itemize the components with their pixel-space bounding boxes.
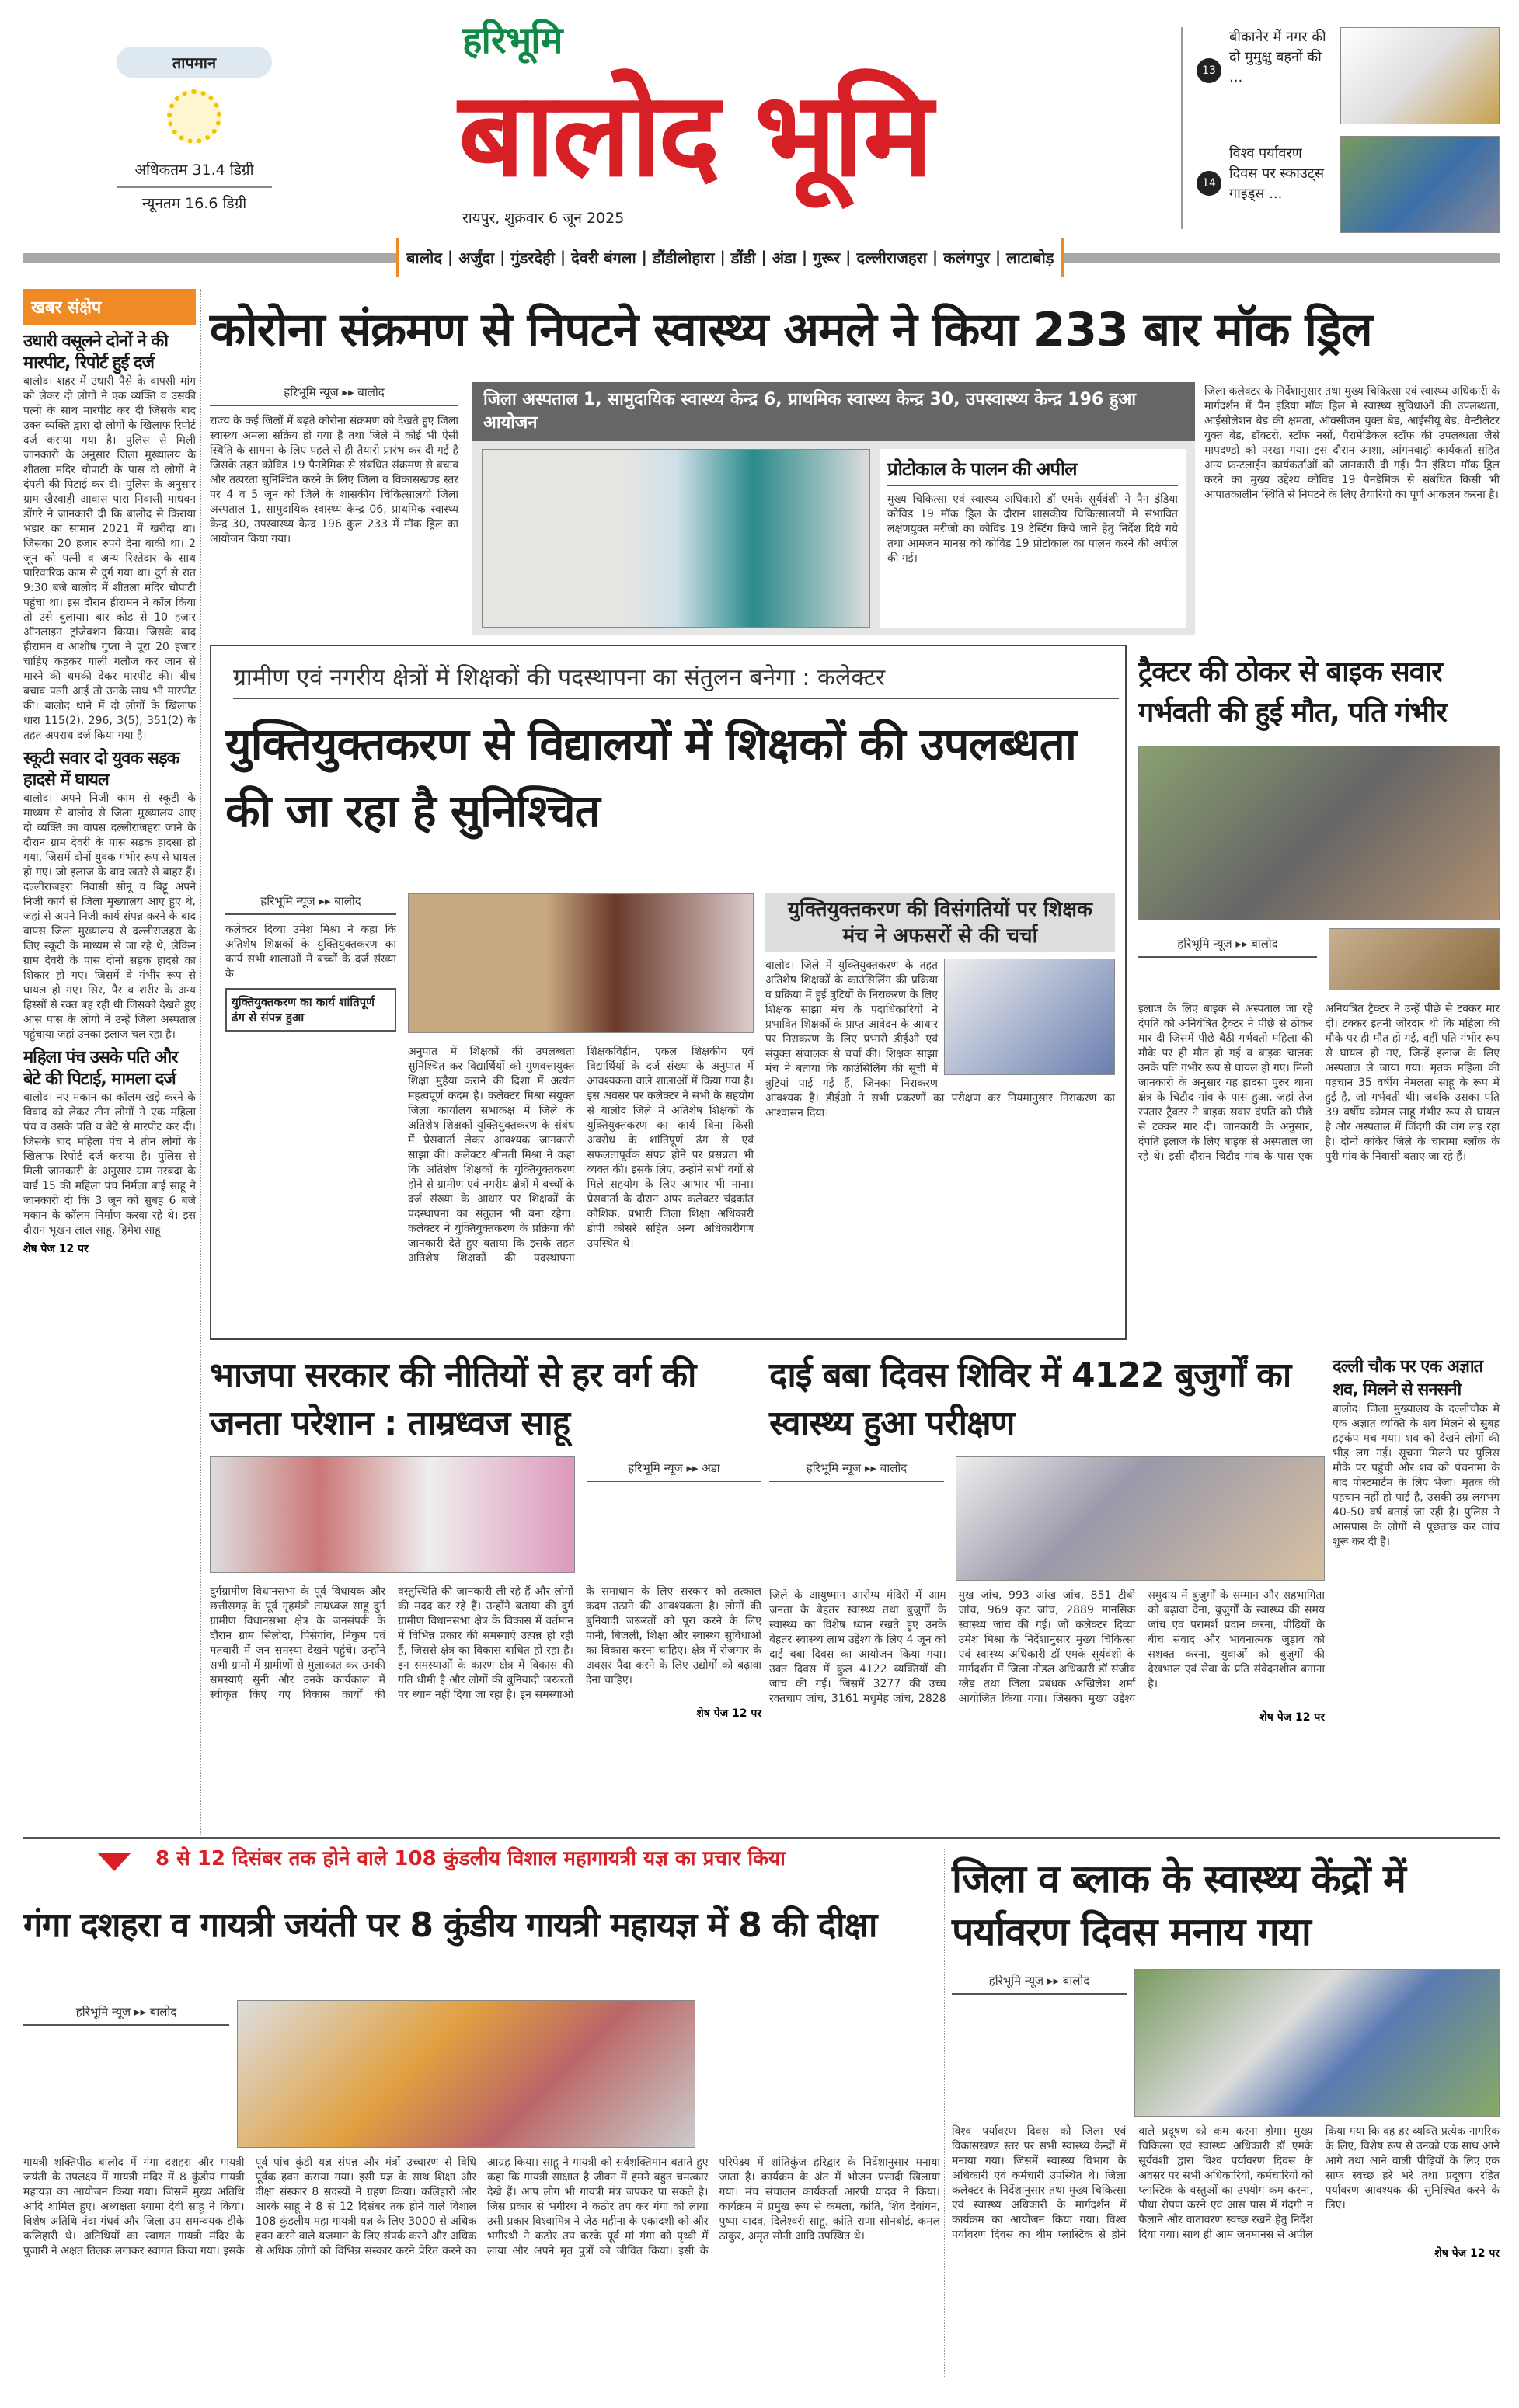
- daibaba-body: जिले के आयुष्मान आरोग्य मंदिरों में आम जनता के बेहतर स्वास्थ्य तथा बुजुर्गों के स्वास्थ्य का विशेष ध्यान रखते हुए उनके बेहतर स्वास्थ्य लाभ उद्देश्य के लिए 4 जून को दाई बबा दिवस का आयोजन किया गया। उक्त दिवस में कुल 4122 व्यक्तियों की जांच की गई। जिसमें 3277 की उच्च रक्तचाप जांच, 3161 मधुमेह जांच, 2828 मुख जांच, 993 आंख जांच, 851 टीबी जांच, 969 कृट जांच, 2889 मानसिक स्वास्थ्य जांच की गई। जो कलेक्टर दिव्या उमेश मिश्रा के निर्देशानुसार मुख्य चिकित्सा एवं स्वास्थ्य अधिकारी डॉ एमके सूर्यवंशी के मार्गदर्शन में जिला नोडल अधिकारी डॉ संजीव ग्लैड तथा जिला प्रबंधक अखिलेश शर्मा आयोजित किया गया। जिसका मुख्य उद्देश्य समुदाय में बुजुर्गों के सम्मान और सहभागिता को बढ़ावा देना, बुजुर्गों के स्वास्थ्य की समय जांच एवं परामर्श प्रदान करना, पीढ़ियों के बीच संवाद और भावनात्मक जुड़ाव को सशक्त करना, युवाओं को बुजुर्गों की देखभाल एवं सेवा के प्रति संवेदनशील बनाना है।: [769, 1589, 1325, 1705]
- nav-item[interactable]: बालोद: [406, 248, 442, 267]
- brand-logo: बालोद भूमि: [458, 68, 930, 203]
- lead-banner: जिला अस्पताल 1, सामुदायिक स्वास्थ्य केन्द्र 6, प्राथमिक स्वास्थ्य केन्द्र 30, उपस्वास्थ्य केन्द्र 196 हुआ आयोजन: [472, 382, 1195, 441]
- teachers-side-body: बालोद। जिले में युक्तियुक्तकरण के तहत अतिशेष शिक्षकों के काउंसिलिंग की प्रक्रिया व प्रक्रिया में हुई त्रुटियों के निराकरण के लिए शिक्षक साझा मंच के पदाधिकारियों ने प्रभावित शिक्षकों के प्राप्त आवेदन के आधार पर निराकरण के लिए प्रभारी डीईओ एवं संयुक्त संचालक से चर्चा की। शिक्षक साझा मंच ने बताया कि काउंसिलिंग की सूची में त्रुटियां पाई गई हैं, जिनका निराकरण आवश्यक है। डीईओ ने सभी प्रकरणों का परीक्षण कर नियमानुसार निराकरण का आश्वासन दिया।: [765, 959, 1115, 1119]
- brief-title: महिला पंच उसके पति और बेटे की पिटाई, मामला दर्ज: [23, 1048, 178, 1089]
- nav-item[interactable]: डौंडी: [730, 248, 756, 267]
- teachers-intro: कलेक्टर दिव्या उमेश मिश्रा ने कहा कि अतिशेष शिक्षकों के युक्तियुक्तकरण का कार्य सभी शालाओं में बच्चों के दर्ज संख्या के: [225, 924, 396, 980]
- teaser-14[interactable]: [1197, 136, 1503, 233]
- page-badge: 13: [1197, 58, 1221, 83]
- gayatri-headline: गंगा दशहरा व गायत्री जयंती पर 8 कुंडीय गायत्री महायज्ञ में 8 की दीक्षा: [23, 1905, 877, 1945]
- accident-photo-2: [1329, 928, 1500, 990]
- byline: हरिभूमि न्यूज ▸▸ बालोद: [769, 1460, 944, 1482]
- environment-body: विश्व पर्यावरण दिवस को जिला एवं विकासखण्ड स्तर पर सभी स्वास्थ्य केन्द्रों में मनाया गया। जिसमें स्वास्थ्य विभाग के अधिकारी एवं कर्मचारी उपस्थित थे। जिला कलेक्टर के निर्देशानुसार तथा मुख्य चिकित्सा एवं स्वास्थ्य अधिकारी के मार्गदर्शन में कार्यक्रम का आयोजन किया गया। विश्व पर्यावरण दिवस का थीम प्लास्टिक से होने वाले प्रदूषण को कम करना होगा। मुख्य चिकित्सा एवं स्वास्थ्य अधिकारी डॉ एमके सूर्यवंशी द्वारा विश्व पर्यावरण दिवस के अवसर पर सभी अधिकारियों, कर्मचारियों को प्लास्टिक के वस्तुओं का उपयोग कम करना, पौधा रोपण करने एवं आस पास में गंदगी न फैलाने और वातावरण स्वच्छ रखने हेतु निर्देश दिया गया। साथ ही आम जनमानस से अपील किया गया कि वह हर व्यक्ति प्रत्येक नागरिक के लिए, विशेष रूप से उनको एक साथ आने आगे तथा आने वाली पीढ़ियों के लिए एक साफ स्वच्छ हरे भरे तथा प्रदूषण रहित पर्यावरण आवश्यक की सुनिश्चित करने के लिए।: [952, 2125, 1500, 2241]
- teachers-headline: युक्तियुक्तकरण से विद्यालयों में शिक्षकों की उपलब्धता की जा रहा है सुनिश्चित: [225, 718, 1076, 837]
- page-badge: 14: [1197, 171, 1221, 196]
- temp-min: न्यूनतम 16.6 डिग्री: [141, 195, 247, 212]
- weather-label: तापमान: [117, 47, 272, 78]
- yagya-photo: [237, 2000, 695, 2148]
- brief-label: खबर संक्षेप: [23, 289, 196, 325]
- press-conference-photo: [408, 893, 754, 1033]
- lead-body: राज्य के कई जिलों में बढ़ते कोरोना संक्रमण को देखते हुए जिला स्वास्थ्य अमला सक्रिय हो गया है तथा जिले में कोई भी ऐसी स्थिति के सामना के लिए पहले से ही तैयारी प्रारंभ कर दी गई है जिसके तहत कोविड 19 पैनडेमिक से संबंधित संक्रमण से बचाव और तत्परता सुनिश्चित करने के लिए जिला व विकासखण्ड स्तर पर 4 व 5 जून को जिले के शासकीय चिकित्सालयों जिला अस्पताल 1, सामुदायिक स्वास्थ्य केन्द्र 06, प्राथमिक स्वास्थ्य केन्द्र 30, उपस्वास्थ्य केन्द्र 196 कुल 233 में मॉक ड्रिल का आयोजन किया गया।: [210, 415, 458, 545]
- side-title: प्रोटोकाल के पालन की अपील: [887, 457, 1178, 486]
- brand-small: हरिभूमि: [462, 19, 563, 62]
- sun-icon: [167, 89, 221, 144]
- brief-body: बालोद। नए मकान का कॉलम खड़े करने के विवाद को लेकर तीन लोगों ने एक महिला पंच व उसके पति व बेटे से मारपीट कर दी। जिसके बाद महिला पंच ने तीन लोगों के खिलाफ रिपोर्ट दर्ज कराया है। पुलिस से मिली जानकारी के अनुसार ग्राम नरबदा के वार्ड 15 की महिला पंच निर्मला बाई साहू ने जानकारी दी कि 3 जून को सुबह 6 बजे मकान के कॉलम निर्माण करवा रहे थे। इस दौरान भूखन लाल साहू, हिमेश साहू: [23, 1091, 196, 1237]
- byline: हरिभूमि न्यूज ▸▸ बालोद: [952, 1973, 1127, 1995]
- bjp-photo: [210, 1456, 575, 1573]
- dalli-headline: दल्ली चौक पर एक अज्ञात शव, मिलने से सनसनी: [1333, 1357, 1483, 1400]
- dateline: रायपुर, शुक्रवार 6 जून 2025: [462, 210, 625, 227]
- accident-photo: [1138, 746, 1500, 920]
- nav-item[interactable]: अंडा: [772, 248, 796, 267]
- teachers-side-title: युक्तियुक्तकरण की विसंगतियों पर शिक्षक मंच ने अफसरों से की चर्चा: [765, 893, 1115, 952]
- continued-link[interactable]: शेष पेज 12 पर: [1259, 1711, 1325, 1724]
- nav-item[interactable]: लाटाबोड़: [1006, 248, 1054, 267]
- teaser-text: बीकानेर में नगर की दो मुमुक्षु बहनों की ...: [1229, 29, 1326, 85]
- health-camp-photo: [956, 1456, 1325, 1581]
- plantation-photo: [1134, 1969, 1500, 2117]
- mock-drill-photo: [482, 449, 870, 628]
- temp-max: अधिकतम 31.4 डिग्री: [117, 159, 272, 188]
- gayatri-body: गायत्री शक्तिपीठ बालोद में गंगा दशहरा और गायत्री जयंती के उपलक्ष्य में गायत्री मंदिर में 8 कुंडीय गायत्री महायज्ञ का आयोजन किया गया। जिसमें मुख्य अतिथि आदि शामिल हुए। अध्यक्षता श्यामा देवी साहू ने किया। विशेष अतिथि नंदा गंधर्व और जिला उप समन्वयक डीके कलिहारी थे। अतिथियों का स्वागत गायत्री मंदिर के पुजारी ने अक्षत तिलक लगाकर स्वागत किया गया। इसके पूर्व पांच कुंडी यज्ञ संपन्न और मंत्रों उच्चारण से विधि पूर्वक हवन कराया गया। इसी यज्ञ के साथ शिक्षा और दीक्षा संस्कार 8 सदस्यों ने ग्रहण किया। कलिहारी और आरके साहू ने 8 से 12 दिसंबर तक होने वाले विशाल 108 कुंडलीय महा गायत्री यज्ञ के लिए 3000 से अधिक हवन करने वाले यजमान के लिए संपर्क करने और अधिक से अधिक लोगों को विभिन्न संस्कार करने प्रेरित करने का आग्रह किया। साहू ने गायत्री को सर्वशक्तिमान बताते हुए कहा कि गायत्री साक्षात है जीवन में हमने बहुत चमत्कार देखे हैं। आप लोग भी गायत्री मंत्र जपकर पा सकते है। जिस प्रकार से भगीरथ ने कठोर तप कर गंगा को लाया उसी प्रकार विश्वामित्र ने जेठ महीना के एकादशी को और भगीरथी ने कठोर तप करके पूर्व मां गंगा को पृथ्वी में लाया और अपने मृत पुत्रों को जीवित किया। इसी के परिपेक्ष्य में शांतिकुंज हरिद्वार के निर्देशानुसार मनाया जाता है। कार्यक्रम के अंत में भोजन प्रसादी खिलाया गया। मंच संचालन कार्यकर्ता आरपी यादव ने किया। कार्यक्रम में प्रमुख रूप से कमला, कांति, शिव देवांगन, पुष्पा यादव, दिलेश्वरी साहू, कांति राणा सोनबोई, कमल ठाकुर, अमृत सोनी आदि उपस्थित थे।: [23, 2156, 940, 2257]
- environment-headline: जिला व ब्लाक के स्वास्थ्य केंद्रों में पर्यावरण दिवस मनाय गया: [952, 1856, 1406, 1954]
- lead-right-body: जिला कलेक्टर के निर्देशानुसार तथा मुख्य चिकित्सा एवं स्वास्थ्य अधिकारी के मार्गदर्शन में पैन इंडिया मॉक ड्रिल मे स्वास्थ्य सुविधाओं की उपलब्धता, आईसोलेशन बेड की क्षमता, ऑक्सीजन युक्त बेड, आईसीयू बेड, वेन्टीलेटर युक्त बेड, डॉक्टरो, स्टॉफ नर्सो, पैरामेडिकल स्टॉफ की उपलब्धता जैसे मापदण्डो को परखा गया। इस दौरान आशा, आंगनबाड़ी कार्यकर्ता सहित अन्य फ्रन्टलाईन कार्यकर्ताओं को जानकारी दी गई। पैन इंडिया मॉक ड्रिल करने का मुख्य उद्देश्य कोविड 19 पैनडेमिक से संबंधित किसी भी आपातकालीन स्थिति से निपटने के लिए तैयारियो का पूर्ण आकलन करना है।: [1204, 385, 1500, 501]
- byline: हरिभूमि न्यूज ▸▸ बालोद: [210, 385, 458, 406]
- teachers-kicker: ग्रामीण एवं नगरीय क्षेत्रों में शिक्षकों की पदस्थापना का संतुलन बनेगा : कलेक्टर: [233, 662, 1119, 699]
- dalli-body: बालोद। जिला मुख्यालय के दल्लीचौक मे एक अज्ञात व्यक्ति के शव मिलने से सुबह हड़कंप मच गया। शव को देखने लोगों की भीड़ लग गई। सूचना मिलने पर पुलिस मौके पर पहुंची और शव को पंचनामा के बाद पोस्टमार्टम के लिए भेजा। मृतक की पहचान नहीं हो पाई है, उसकी उम्र लगभग 40-50 वर्ष बताई जा रही है। पुलिस ने आसपास के लोगों से पूछताछ कर जांच शुरू कर दी है।: [1333, 1403, 1500, 1548]
- brief-title: स्कूटी सवार दो युवक सड़क हादसे में घायल: [23, 749, 179, 790]
- tractor-headline: ट्रैक्टर की ठोकर से बाइक सवार गर्भवती की हुई मौत, पति गंभीर: [1138, 656, 1447, 729]
- nav-item[interactable]: अर्जुंदा: [458, 248, 495, 267]
- nav-item[interactable]: देवरी बंगला: [571, 248, 636, 267]
- byline: हरिभूमि न्यूज ▸▸ बालोद: [225, 893, 396, 915]
- continued-link[interactable]: शेष पेज 12 पर: [23, 1243, 89, 1255]
- nav-item[interactable]: गुरूर: [813, 248, 841, 267]
- news-brief-column: [23, 289, 196, 1256]
- nav-item[interactable]: दल्लीराजहरा: [856, 248, 927, 267]
- teachers-forum-photo: [944, 959, 1115, 1075]
- chevron-down-icon: [97, 1853, 131, 1871]
- bjp-body: दुर्गग्रामीण विधानसभा के पूर्व विधायक और छत्तीसगढ़ के पूर्व गृहमंत्री ताम्रध्वज साहू दुर्ग ग्रामीण विधानसभा क्षेत्र के जनसंपर्क के दौरान ग्राम सिलोदा, पिसेगांव, निकुम एवं मतवारी में जन समस्या देखने पहुंचे। उन्होंने सभी ग्रामों में ग्रामीणों से मुलाकात कर उनकी समस्याएं सुनी और उनके कार्यकाल में स्वीकृत किए गए विकास कार्यों की वस्तुस्थिति की जानकारी ली रहे हैं और लोगों की मदद कर रहे हैं। उन्होंने बताया की दुर्ग ग्रामीण विधानसभा क्षेत्र के विकास में वर्तमान में विभिन्न प्रकार की समस्याएं उत्पन्न हो रही हैं, जिससे क्षेत्र का विकास बाधित हो रहा है। इन समस्याओं के कारण क्षेत्र में विकास की गति धीमी है और लोगों की बुनियादी जरूरतों पर ध्यान नहीं दिया जा रहा है। इन समस्याओं के समाधान के लिए सरकार को तत्काल कदम उठाने की आवश्यकता है। लोगों की बुनियादी जरूरतों को पूरा करने के लिए पानी, बिजली, शिक्षा और स्वास्थ्य सुविधाओं का विकास करना चाहिए। क्षेत्र में रोजगार के अवसर पैदा करने के लिए उद्योगों को बढ़ावा देना चाहिए।: [210, 1585, 761, 1701]
- continued-link[interactable]: शेष पेज 12 पर: [1434, 2247, 1500, 2260]
- teaser-text: विश्व पर्यावरण दिवस पर स्काउट्स गाइड्स ...: [1229, 145, 1325, 202]
- byline: हरिभूमि न्यूज ▸▸ अंडा: [587, 1460, 761, 1482]
- byline: हरिभूमि न्यूज ▸▸ बालोद: [1138, 936, 1317, 958]
- side-body: मुख्य चिकित्सा एवं स्वास्थ्य अधिकारी डॉ एमके सूर्यवंशी ने पैन इंडिया कोविड 19 मॉक ड्रिल के दौरान शासकीय चिकित्सालयों मे संभावित लक्षणयुक्त मरीजो का कोविड 19 टेस्टिंग किये जाने हेतु निर्देश दिये गये तथा आमजन मानस को कोविड 19 प्रोटोकाल का पालन करने की अपील की गई।: [887, 493, 1178, 565]
- daibaba-headline: दाई बबा दिवस शिविर में 4122 बुजुर्गों का स्वास्थ्य हुआ परीक्षण: [769, 1355, 1291, 1443]
- brief-body: बालोद। शहर में उधारी पैसे के वापसी मांग को लेकर दो लोगों ने एक व्यक्ति व उसकी पत्नी के साथ मारपीट कर दी जिसके बाद उक्त व्यक्ति द्वारा दो लोगों के खिलाफ रिपोर्ट दर्ज कराया गया है। पुलिस से मिली जानकारी के अनुसार जिला मुख्यालय के शीतला मंदिर चौपाटी के पास दो लोगों ने दंपती की पिटाई कर दी। पुलिस के अनुसार ग्राम खैरवाही आवास पारा निवासी माधवन डोंगरे ने जानकारी दी कि बालोद से किराया भंडार का सामान 2021 में खरीदा था। जिसका 20 हजार रुपये देना बाकी था। 2 जून को पत्नी व अन्य रिश्तेदार के साथ पारिवारिक काम से दुर्ग गया था। दुर्ग से रात 9:30 बजे बालोद में शीतला मंदिर चौपाटी पहुंचा था। इस दौरान हीरामन ने कॉल किया तो उसे बुलाया। बार कोड से 10 हजार ऑनलाइन ट्रांजेक्शन किया। जिसके बाद हीरामन व आशीष गुप्ता ने पूरा 20 हजार चाहिए कहकर गाली गलौज कर जान से मारने की धमकी देकर मारपीट की। बीच बचाव पत्नी आई तो उनके साथ भी मारपीट की। बालोद थाने में दो लोगों के खिलाफ धारा 115(2), 296, 3(5), 351(2) के तहत अपराध दर्ज किया गया है।: [23, 375, 196, 742]
- region-nav: बालोद | अर्जुंदा | गुंडरदेही | देवरी बंगला | डौंडीलोहारा | डौंडी | अंडा | गुरूर | दल्लीराजहरा | कलंगपुर | लाटाबोड़: [396, 238, 1064, 277]
- teachers-body: अनुपात में शिक्षकों की उपलब्धता सुनिश्चित कर विद्यार्थियों को गुणवत्तायुक्त शिक्षा मुहैया कराने की दिशा में अत्यंत महत्वपूर्ण कदम है। कलेक्टर मिश्रा संयुक्त जिला कार्यालय सभाकक्ष में जिले के अतिशेष शिक्षकों युक्तियुक्तकरण के संबंध में प्रेसवार्ता लेकर आवश्यक जानकारी साझा की। कलेक्टर श्रीमती मिश्रा ने कहा कि अतिशेष शिक्षकों के युक्तियुक्तकरण होने से ग्रामीण एवं नगरीय क्षेत्रों में बच्चों के दर्ज संख्या के आधार पर शिक्षकों के पदस्थापना का संतुलन भी बना रहेगा। कलेक्टर ने युक्तियुक्तकरण के प्रक्रिया की जानकारी देते हुए बताया कि इसके तहत अतिशेष शिक्षकों की पदस्थापना शिक्षकविहीन, एकल शिक्षकीय एवं विद्यार्थियों के दर्ज संख्या के अनुपात में आवश्यकता वाले शालाओं में किया गया है। इस अवसर पर कलेक्टर ने सभी के सहयोग से बालोद जिले में अतिशेष शिक्षकों के युक्तियुक्तकरण का कार्य बिना किसी अवरोध के शांतिपूर्ण ढंग से एवं सफलतापूर्वक संपन्न होने पर प्रसन्नता भी व्यक्त की। इसके लिए, उन्होंने सभी वर्गो से मिले सहयोग के लिए आभार भी माना। प्रेसवार्ता के दौरान अपर कलेक्टर चंद्रकांत कौशिक, प्रभारी जिला शिक्षा अधिकारी डीपी कोसरे सहित अन्य अधिकारीगण उपस्थित थे।: [408, 1046, 754, 1265]
- brief-title: उधारी वसूलने दोनों ने की मारपीट, रिपोर्ट हुई दर्ज: [23, 332, 168, 373]
- teachers-box: युक्तियुक्तकरण का कार्य शांतिपूर्ण ढंग से संपन्न हुआ: [225, 988, 396, 1032]
- byline: हरिभूमि न्यूज ▸▸ बालोद: [23, 2004, 229, 2026]
- teaser-photo: [1340, 136, 1500, 233]
- nav-item[interactable]: कलंगपुर: [943, 248, 990, 267]
- continued-link[interactable]: शेष पेज 12 पर: [696, 1707, 761, 1720]
- teaser-photo: [1340, 27, 1500, 124]
- nav-item[interactable]: गुंडरदेही: [510, 248, 555, 267]
- teaser-13[interactable]: [1197, 27, 1503, 124]
- bjp-headline: भाजपा सरकार की नीतियों से हर वर्ग की जनता परेशान : ताम्रध्वज साहू: [210, 1355, 696, 1443]
- gayatri-kicker: 8 से 12 दिसंबर तक होने वाले 108 कुंडलीय विशाल महागायत्री यज्ञ का प्रचार किया: [155, 1847, 786, 1870]
- brief-body: बालोद। अपने निजी काम से स्कूटी के माध्यम से बालोद से जिला मुख्यालय आए दो व्यक्ति का वापस दल्लीराजहरा जाने के दौरान ग्राम देवरी के पास सड़क हादसा हो गया, जिसमें दोनों युवक गंभीर रूप से घायल हो गए। जो इलाज के बाद खतरे से बाहर हैं। दल्लीराजहरा निवासी सोनू व बिट्टू अपने निजी कार्य से जिला मुख्यालय आए हुए थे, जहां से अपने निजी कार्य संपन्न करने के बाद वापस जिला मुख्यालय से दल्लीराजहरा के लिए स्कूटी के माध्यम से जा रहे थे, लेकिन ग्राम देवरी के पास दोनों सड़क हादसे का शिकार हो गए। जिसमें वे गंभीर रूप से घायल हो गए। सिर, पैर व शरीर के अन्य हिस्सों से रक्त बह रही थी जिसको देखते हुए आस पास के लोगों ने उन्हें जिला अस्पताल पहुंचाया जहां उनका इलाज चल रहा है।: [23, 792, 196, 1041]
- nav-item[interactable]: डौंडीलोहारा: [652, 248, 715, 267]
- lead-headline: कोरोना संक्रमण से निपटने स्वास्थ्य अमले ने किया 233 बार मॉक ड्रिल: [210, 303, 1372, 357]
- tractor-body: इलाज के लिए बाइक से अस्पताल जा रहे दंपति को अनियंत्रित ट्रैक्टर ने पीछे से ठोकर मार दी जिसमें पीछे बैठी गर्भवती महिला की मौके पर ही मौत हो गई व बाइक चालक उनके पति गंभीर रूप से घायल हो गए। मिली जानकारी के अनुसार यह हादसा पुरुर थाना क्षेत्र के चिटौद गांव के पास हुआ, जहां तेज रफ्तार ट्रैक्टर ने बाइक सवार दंपति को पीछे से टक्कर मार दी। जानकारी के अनुसार, दंपति इलाज के लिए बाइक से अस्पताल जा रहे थे। इसी दौरान चिटौद गांव के पास एक अनियंत्रित ट्रैक्टर ने उन्हें पीछे से टक्कर मार दी। टक्कर इतनी जोरदार थी कि महिला की मौके पर ही मौत हो गई, वहीं पति गंभीर रूप से घायल हो गए, जिन्हें इलाज के लिए अस्पताल ले जाया गया। मृतक महिला की पहचान 35 वर्षीय नेमलता साहू के रूप में हुई है, जो गर्भवती थी। जबकि उसका पति 39 वर्षीय कोमल साहू गंभीर रूप से घायल है और अस्पताल में जिंदगी की जंग लड़ रहा है। दोनों कांकेर जिले के चारामा ब्लॉक के पुरी गांव के निवासी बताए जा रहे हैं।: [1138, 1003, 1500, 1163]
